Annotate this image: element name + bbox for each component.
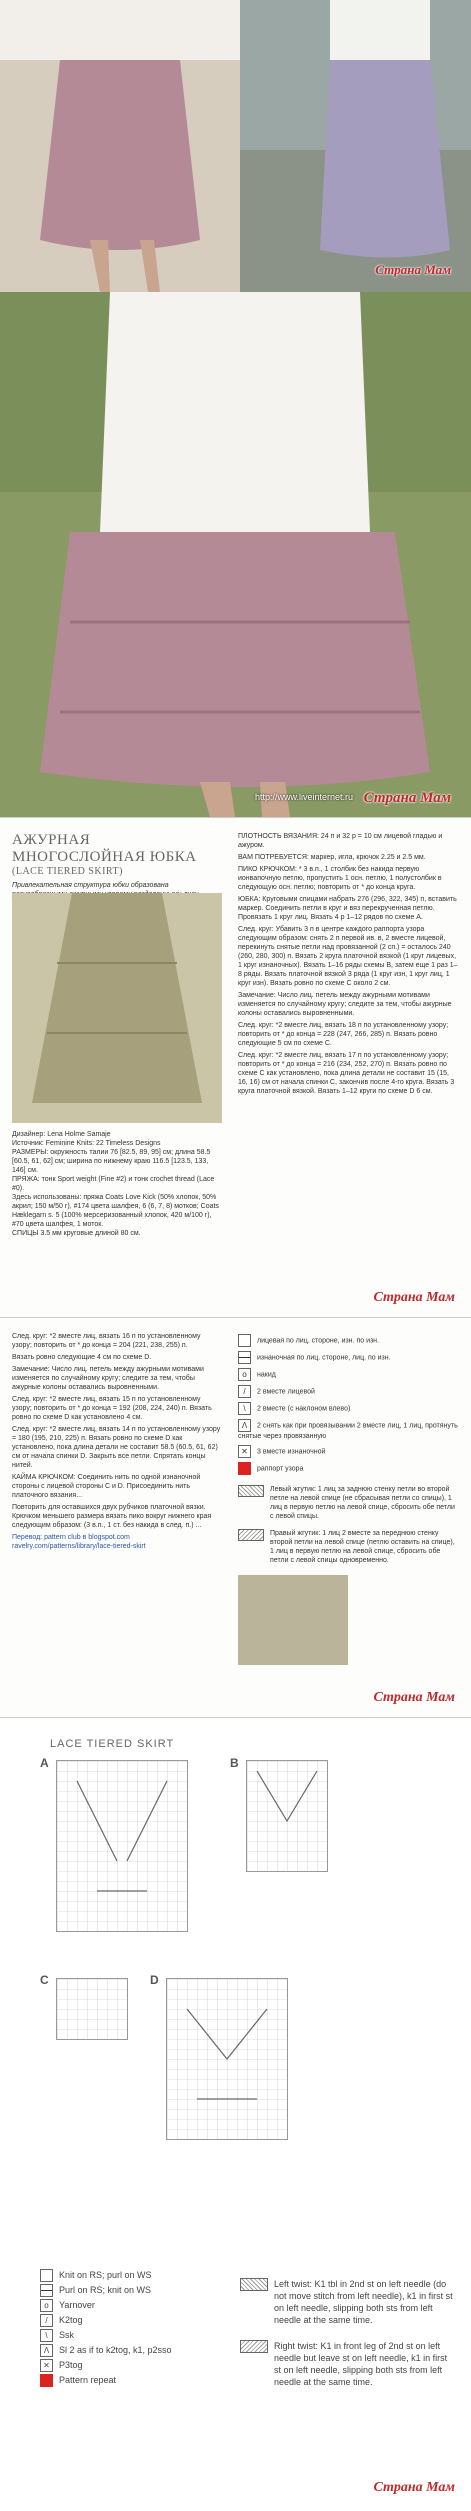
chart-page-title: LACE TIERED SKIRT bbox=[50, 1738, 175, 1750]
yarn-used: Здесь использованы: пряжа Coats Love Kick (50% хлопок, 50% акрил; 150 м/50 г), #174 цвета шалфея, 6 (6, 7, 8) мотков; Coats Hæklegarn s. 5 (100% мерсеризованный хлопок, 420 м/100 г), #70 цвета шалфея, 1 моток. bbox=[12, 1194, 219, 1228]
watermark: Страна Мам bbox=[375, 262, 451, 277]
watermark: Страна Мам bbox=[373, 1690, 455, 1705]
legend-label: P3tog bbox=[59, 2360, 83, 2370]
gauge: ПЛОТНОСТЬ ВЯЗАНИЯ: 24 п и 32 р = 10 см лицевой гладью и ажуром. bbox=[238, 833, 443, 849]
needles: СПИЦЫ 3.5 мм круговые длиной 80 см. bbox=[12, 1230, 141, 1237]
p2-para: След. круг: *2 вместе лиц, вязать 16 п по установленному узору; повторить от * до конца = 204 (221, 238, 255) п. bbox=[12, 1333, 201, 1349]
legend-label: 2 вместе (с наклоном влево) bbox=[257, 1405, 351, 1413]
right-twist-text: Правый жгутик: 1 лиц 2 вместе за переднюю стенку второй петли на левой спице (петлю оставить на спице), 1 лиц в первую петлю на левой спице, сбросить обе петли с левой спицы одновременно. bbox=[270, 1530, 455, 1564]
chart-d bbox=[166, 1978, 288, 2140]
pattern-title-en: (LACE TIERED SKIRT) bbox=[12, 866, 123, 877]
left-twist-icon bbox=[240, 2278, 268, 2291]
chart-label-b: B bbox=[230, 1756, 239, 1770]
legend-label: Pattern repeat bbox=[59, 2375, 117, 2385]
picot: ПИКО КРЮЧКОМ: * 3 в.п., 1 столбик без накида первую ионвапочную петлю, пропустить 1 осн. петлю, 1 полустолбик в следующую осн. петлю; повторить от * до конца круга. bbox=[238, 866, 442, 891]
photo-url: http://www.liveinternet.ru bbox=[255, 792, 354, 802]
sizes: РАЗМЕРЫ: окружность талии 76 [82.5, 89, 95] см; длина 58.5 [60.5, 61, 62] см; ширина по нижнему краю 116.5 [123.5, 133, 146] см. bbox=[12, 1149, 211, 1174]
left-twist-text: Левый жгутик: 1 лиц за заднюю стенку петли во второй петле на левой спице (не сбрасывая петли со спицы), 1 лиц в первую петлю на левой спице, сбросить обе петли с левой спицы. bbox=[270, 1486, 455, 1520]
watermark: Страна Мам bbox=[363, 790, 451, 806]
p2-para: Вязать ровно следующие 4 см по схеме D. bbox=[12, 1354, 152, 1361]
skirt-start: ЮБКА: Круговыми спицами набрать 276 (296, 322, 345) п, вставить маркер. Соединить петли в круг и вяз перекрученная петлю. Провязать 1 круг лиц. Вязать 4 р 1–12 рядов по схеме А. bbox=[238, 896, 457, 921]
photo-skirt-pair bbox=[0, 0, 471, 292]
next-round: След. круг: Убавить 3 п в центре каждого раппорта узора следующим образом: снять 2 п первой ив. в, 2 вместе лицевой, перекинуть снятые петли над провязанной (2 сп.) = осталось 240 (260, 280, 300) п. Вязать 2 круга платочной вязкой (1 круг лицевых, 1 круг изнаночных). Вязать 1–16 ряды схемы В, затем еще 1 раз 1–8 ряды. Вязать платочной вязкой 3 ряда (1 круг изн, 1 круг лиц, 1 круг изн). Вязать ровно по схеме С около 2 см. bbox=[238, 926, 458, 987]
swatch-photo bbox=[238, 1575, 348, 1665]
note: Замечание: Число лиц. петель между ажурными мотивами изменяется по случайному кругу; следите за тем, чтобы ажурные колоны оставались выровненными. bbox=[238, 992, 452, 1017]
pattern-title: АЖУРНАЯ МНОГОСЛОЙНАЯ ЮБКА bbox=[12, 832, 197, 865]
legend-label: Ssk bbox=[59, 2330, 75, 2340]
p3tog-symbol-icon: ✕ bbox=[238, 1445, 251, 1458]
purl-symbol-icon bbox=[40, 2284, 53, 2297]
sl2-symbol-icon: Λ bbox=[40, 2344, 53, 2357]
legend-label: накид bbox=[257, 1371, 276, 1379]
yarn: ПРЯЖА: тонк Sport weight (Fine #2) и тонк crochet thread (Lace #0). bbox=[12, 1176, 215, 1192]
left-twist-text: Left twist: K1 tbl in 2nd st on left needle (do not move stitch from left needle), k1 in first st on left needle, slipping both sts from left needle at the same time. bbox=[274, 2279, 453, 2325]
legend-label: лицевая по лиц. стороне, изн. по изн. bbox=[257, 1337, 379, 1345]
block-2: След. круг: *2 вместе лиц, вязать 18 п по установленному узору; повторить от * до конца = 228 (247, 266, 285) п. Вязать ровно следующие 5 см по схеме С. bbox=[238, 1022, 449, 1047]
legend-label: 3 вместе изнаночной bbox=[257, 1448, 326, 1456]
repeat-symbol-icon bbox=[238, 1462, 251, 1475]
right-twist-icon bbox=[240, 2340, 268, 2353]
legend-label: Knit on RS; purl on WS bbox=[59, 2270, 152, 2280]
repeat-symbol-icon bbox=[40, 2374, 53, 2387]
ravelry-link[interactable]: ravelry.com/patterns/library/lace-tiered-skirt bbox=[12, 1543, 146, 1550]
source: Источник: Feminine Knits: 22 Timeless Designs bbox=[12, 1140, 161, 1147]
knit-symbol-icon bbox=[238, 1334, 251, 1347]
photo-khaki-skirt bbox=[12, 893, 222, 1123]
pattern-subtitle: Привлекательная структура юбки образована bbox=[12, 882, 169, 889]
k2tog-symbol-icon: / bbox=[238, 1385, 251, 1398]
yarnover-symbol-icon: o bbox=[238, 1368, 251, 1381]
legend-label: Yarnover bbox=[59, 2300, 95, 2310]
chart-page bbox=[0, 1717, 471, 2511]
credit-link[interactable]: Перевод: pattern club в blogspot.com bbox=[12, 1534, 130, 1541]
chart-a bbox=[56, 1760, 188, 1932]
p2-para: След. круг: *2 вместе лиц, вязать 14 п по установленному узору = 180 (195, 210, 225) п. Вязать ровно по схеме D как установлено, пока длина детали не составит 58.5 (60.5, 61, 62) см от начала спинки D. Закрыть все петли. Спрятать концы нитей. bbox=[12, 1426, 221, 1469]
yarnover-symbol-icon: o bbox=[40, 2299, 53, 2312]
watermark: Страна Мам bbox=[373, 1290, 455, 1305]
chart-label-c: C bbox=[40, 1973, 49, 1987]
sl2-symbol-icon: Λ bbox=[238, 1419, 251, 1432]
legend-label: Purl on RS; knit on WS bbox=[59, 2285, 152, 2295]
legend-label: раппорт узора bbox=[257, 1465, 304, 1473]
block-3: След. круг: *2 вместе лиц, вязать 17 п по установленному узору; повторить от * до конца = 216 (234, 252, 270) п. Вязать ровно по схеме С как установлено, пока длина детали не составит 15 (15, 16, 16) см от начала спинки С, закончив после 4-го круга. Вязать 3 круга платочной вязкой. Вязать 1–12 круги по схеме D 6 см. bbox=[238, 1052, 455, 1095]
left-twist-icon bbox=[238, 1485, 264, 1497]
legend-label: Sl 2 as if to k2tog, k1, p2sso bbox=[59, 2345, 172, 2355]
notions: ВАМ ПОТРЕБУЕТСЯ: маркер, игла, крючок 2.25 и 2.5 мм. bbox=[238, 854, 426, 861]
watermark: Страна Мам bbox=[373, 2480, 455, 2495]
right-twist-text: Right twist: K1 in front leg of 2nd st on left needle but leave st on left needle, k1 in first st on left needle, slipping both sts from left needle at the same time. bbox=[274, 2341, 448, 2387]
legend-ru bbox=[238, 1334, 460, 1665]
legend-label: изнаночная по лиц. стороне, лиц. по изн. bbox=[257, 1354, 391, 1362]
chart-c bbox=[56, 1978, 128, 2040]
ssk-symbol-icon: \ bbox=[238, 1402, 251, 1415]
instructions-column bbox=[12, 1332, 222, 1551]
legend-label: 2 вместе лицевой bbox=[257, 1388, 315, 1396]
chart-legend bbox=[40, 2268, 220, 2388]
knit-symbol-icon bbox=[40, 2269, 53, 2282]
ssk-symbol-icon: \ bbox=[40, 2329, 53, 2342]
designer: Дизайнер: Lena Holme Samaje bbox=[12, 1131, 111, 1138]
legend-label: K2tog bbox=[59, 2315, 83, 2325]
p2-para: Повторить для оставшихся двух рубчиков платочной вязки. Крючком меньшего размера вязать пико вокруг нижнего края следующим образом: (3 в.п., 1 ст. без накида в след. п.) ... bbox=[12, 1504, 212, 1529]
magazine-page-1 bbox=[0, 817, 471, 1318]
chart-label-d: D bbox=[150, 1973, 159, 1987]
legend-label: 2 снять как при провязывании 2 вместе лиц, 1 лиц, протянуть снятые через провязанную bbox=[238, 1422, 458, 1440]
p2-para: Замечание: Число лиц. петель между ажурными мотивами изменяется по случайному кругу; следите за тем, чтобы ажурные колоны оставались выровненными. bbox=[12, 1366, 204, 1391]
k2tog-symbol-icon: / bbox=[40, 2314, 53, 2327]
right-twist-icon bbox=[238, 1529, 264, 1541]
p3tog-symbol-icon: ✕ bbox=[40, 2359, 53, 2372]
p2-para: След. круг: *2 вместе лиц, вязать 15 п по установленному узору; повторить от * до конца = 192 (208, 224, 240) п. Вязать ровно по схеме D как установлено 4 см. bbox=[12, 1396, 212, 1421]
magazine-page-2 bbox=[0, 1317, 471, 1718]
chart-b bbox=[246, 1760, 328, 1872]
chart-legend-twists bbox=[240, 2278, 455, 2388]
p2-para: КАЙМА КРЮЧКОМ: Соединить нить по одной изнаночной стороны с лицевой стороны С и D. Присоединить нить платочного вязания... bbox=[12, 1474, 201, 1499]
chart-label-a: A bbox=[40, 1756, 49, 1770]
photo-skirt-full bbox=[0, 292, 471, 817]
purl-symbol-icon bbox=[238, 1351, 251, 1364]
